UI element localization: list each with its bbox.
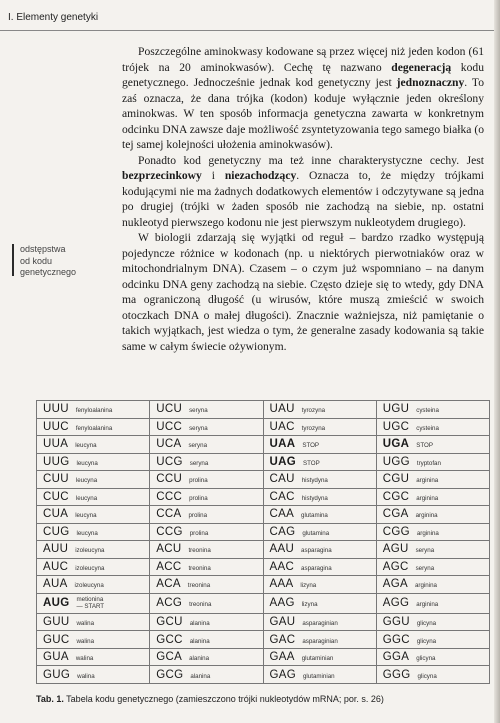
table-row — [37, 523, 490, 541]
codon: ACC — [156, 560, 182, 573]
table-row — [37, 471, 490, 489]
codon-cell — [376, 436, 489, 454]
amino-acid: histydyna — [301, 494, 328, 502]
codon: CAC — [269, 490, 295, 503]
table-row — [37, 593, 490, 613]
amino-acid: treonina — [188, 564, 211, 572]
codon: CGG — [382, 525, 410, 538]
codon-cell — [37, 488, 150, 506]
codon-cell — [263, 436, 376, 454]
codon: ACG — [156, 597, 183, 610]
codon: GAC — [269, 633, 296, 646]
table-row — [37, 631, 490, 649]
codon-cell — [37, 631, 150, 649]
amino-acid: asparagina — [301, 564, 332, 572]
codon-cell — [37, 558, 150, 576]
codon: UAA — [269, 438, 296, 451]
codon: UCU — [156, 403, 183, 416]
codon-cell — [37, 648, 150, 666]
codon: AAG — [269, 597, 295, 610]
codon-cell — [263, 613, 376, 631]
codon-cell — [376, 576, 489, 594]
codon-cell — [150, 666, 263, 684]
codon-cell — [150, 418, 263, 436]
table-row — [37, 541, 490, 559]
codon-cell — [37, 541, 150, 559]
codon: AAU — [269, 543, 295, 556]
amino-acid: leucyna — [75, 442, 97, 450]
table-row — [37, 558, 490, 576]
codon-cell — [150, 576, 263, 594]
codon-cell — [37, 401, 150, 419]
codon: AUU — [43, 543, 69, 556]
codon: AGG — [382, 597, 410, 610]
amino-acid: asparagina — [301, 547, 332, 555]
table-row — [37, 576, 490, 594]
codon: GGU — [382, 616, 410, 629]
codon: CUG — [43, 525, 70, 538]
table-row — [37, 648, 490, 666]
amino-acid: walina — [76, 620, 95, 628]
caption-text: Tabela kodu genetycznego (zamieszczono trójki nukleotydów mRNA; por. s. 26) — [63, 694, 384, 704]
margin-note-line: genetycznego — [20, 267, 77, 277]
codon-cell — [263, 453, 376, 471]
amino-acid: treonina — [188, 547, 211, 555]
codon-cell — [263, 576, 376, 594]
amino-acid: alanina — [189, 620, 210, 628]
bold-term: jednoznaczny — [396, 76, 465, 89]
codon-cell — [150, 436, 263, 454]
amino-acid: fenyloalanina — [75, 407, 113, 415]
amino-acid: leucyna — [75, 477, 98, 485]
codon-cell — [150, 488, 263, 506]
codon: UCA — [156, 438, 182, 451]
amino-acid: asparaginian — [302, 637, 338, 645]
codon: UUC — [43, 420, 69, 433]
table-row — [37, 666, 490, 684]
codon: AUG — [43, 597, 70, 610]
codon-cell — [263, 631, 376, 649]
amino-acid: glicyna — [416, 655, 436, 663]
codon-cell — [37, 576, 150, 594]
codon: AAC — [269, 560, 295, 573]
codon-cell — [263, 541, 376, 559]
margin-note-line: odstępstwa — [20, 244, 66, 254]
codon-cell — [37, 666, 150, 684]
amino-acid: STOP — [416, 442, 433, 450]
paragraph-text: i — [201, 169, 225, 182]
amino-acid: fenyloalanina — [75, 424, 113, 432]
amino-acid: glutaminian — [302, 672, 335, 680]
codon-cell — [376, 471, 489, 489]
codon-cell — [37, 471, 150, 489]
codon-cell — [37, 418, 150, 436]
table-row — [37, 401, 490, 419]
codon-cell — [263, 471, 376, 489]
amino-acid: seryna — [415, 547, 435, 555]
amino-acid: seryna — [188, 442, 208, 450]
amino-acid: tyrozyna — [301, 424, 326, 432]
codon-cell — [376, 401, 489, 419]
table-row — [37, 488, 490, 506]
codon: UGA — [382, 438, 410, 451]
codon-cell — [376, 631, 489, 649]
codon: CGA — [382, 508, 409, 521]
codon: CUA — [43, 508, 69, 521]
paragraph-text: Ponadto kod genetyczny ma też inne charakterystyczne cechy. Jest — [138, 153, 484, 167]
amino-acid: leucyna — [76, 459, 98, 467]
codon-cell — [150, 506, 263, 524]
codon: GUU — [43, 616, 70, 629]
codon: UAG — [269, 455, 296, 468]
amino-acid: glutamina — [302, 529, 330, 537]
codon: AUA — [43, 578, 68, 591]
codon-cell — [263, 666, 376, 684]
codon-cell — [37, 506, 150, 524]
body-text — [122, 44, 484, 354]
codon: ACA — [156, 578, 181, 591]
amino-acid: cysteina — [416, 407, 439, 415]
codon-cell — [263, 593, 376, 613]
codon-cell — [150, 541, 263, 559]
amino-acid: seryna — [189, 459, 209, 467]
bold-term: degeneracją — [391, 60, 452, 74]
codon: UGC — [382, 420, 410, 433]
codon: UAU — [269, 403, 295, 416]
codon-cell — [263, 418, 376, 436]
codon-cell — [37, 436, 150, 454]
codon: ACU — [156, 543, 182, 556]
codon: AAA — [269, 578, 294, 591]
amino-acid: prolina — [189, 494, 208, 502]
amino-acid: arginina — [416, 477, 439, 485]
codon-cell — [37, 613, 150, 631]
codon: UCG — [156, 455, 183, 468]
codon: UAC — [269, 420, 295, 433]
amino-acid: glicyna — [417, 672, 437, 680]
codon-table — [36, 400, 490, 684]
codon-cell — [376, 523, 489, 541]
codon: CAG — [269, 525, 296, 538]
amino-acid: histydyna — [301, 477, 328, 485]
codon-cell — [263, 648, 376, 666]
amino-acid: alanina — [189, 655, 210, 663]
codon: UGU — [382, 403, 410, 416]
codon: UUG — [43, 455, 70, 468]
amino-acid: asparaginian — [302, 620, 338, 628]
codon: GUG — [43, 668, 71, 681]
amino-acid: walina — [75, 655, 94, 663]
codon-cell — [376, 613, 489, 631]
amino-acid: leucyna — [76, 529, 98, 537]
amino-acid: izoleucyna — [74, 582, 104, 590]
codon: GUC — [43, 633, 70, 646]
table-row — [37, 506, 490, 524]
codon-cell — [376, 648, 489, 666]
paragraph — [122, 230, 484, 354]
margin-note-line: od kodu — [20, 255, 53, 266]
amino-acid: glutaminian — [301, 655, 334, 663]
codon-cell — [263, 488, 376, 506]
margin-note — [20, 244, 110, 279]
codon-cell — [37, 523, 150, 541]
codon-cell — [263, 506, 376, 524]
paragraph-text: . Oznacza to, że między trójkami kodującymi nie ma żadnych dodatkowych elementów i odczytywane są jedna po drugiej (trójki w żaden sposób nie zachodzą na siebie, np. ostatni nukleotyd pierwszego kodonu nie jest pierwszym nukleotydem drugiego). — [122, 169, 484, 229]
codon: CUC — [43, 490, 69, 503]
page-edge-shadow — [494, 0, 500, 723]
codon-cell — [376, 541, 489, 559]
amino-acid: tryptofan — [416, 459, 441, 467]
paragraph-text: . To zaś oznacza, że dana trójka (kodon) koduje wyłącznie jeden określony aminokwas. W ten sposób informacja genetyczna zawarta w konkretnym odcinku DNA zawsze daje możliwość zsyntetyzowania tego samego białka (o tej samej kolejności ułożenia aminokwasów). — [122, 76, 484, 151]
header-rule — [0, 30, 500, 31]
codon-cell — [376, 418, 489, 436]
bold-term: bezprzecinkowy — [122, 169, 202, 182]
amino-acid: lizyna — [301, 601, 318, 609]
table-row — [37, 418, 490, 436]
codon-cell — [150, 401, 263, 419]
codon: CGC — [382, 490, 410, 503]
table-row — [37, 436, 490, 454]
chapter-title: I. Elementy genetyki — [8, 12, 99, 23]
amino-acid: lizyna — [300, 582, 317, 590]
caption-label: Tab. 1. — [36, 694, 64, 704]
codon-cell — [37, 593, 150, 613]
codon-cell — [150, 593, 263, 613]
codon-cell — [376, 666, 489, 684]
paragraph-text: Poszczególne aminokwasy kodowane są przez więcej niż jeden kodon (61 trójek na 20 aminokwasów). Cechę tę nazwano — [122, 45, 484, 74]
codon-cell — [376, 506, 489, 524]
codon: GUA — [43, 651, 69, 664]
amino-acid: tyrozyna — [301, 407, 326, 415]
codon: AGA — [382, 578, 408, 591]
amino-acid: seryna — [189, 424, 208, 432]
codon-cell — [150, 471, 263, 489]
codon: CUU — [43, 473, 69, 486]
amino-acid: glicyna — [416, 620, 437, 628]
codon-cell — [150, 631, 263, 649]
paragraph — [122, 153, 484, 231]
amino-acid: STOP — [302, 442, 320, 450]
table-row — [37, 453, 490, 471]
codon-cell — [263, 558, 376, 576]
amino-acid: arginina — [416, 529, 439, 537]
codon-cell — [263, 523, 376, 541]
codon-cell — [376, 558, 489, 576]
codon: AGU — [382, 543, 409, 556]
amino-acid: arginina — [416, 601, 439, 609]
bold-term: niezachodzący — [224, 169, 297, 182]
codon: CGU — [382, 473, 410, 486]
amino-acid: treonina — [189, 601, 212, 609]
codon: CCC — [156, 490, 183, 503]
amino-acid: izoleucyna — [75, 564, 105, 572]
codon: CCG — [156, 525, 183, 538]
amino-acid: arginina — [416, 494, 439, 502]
amino-acid: seryna — [189, 407, 208, 415]
paragraph — [122, 44, 484, 153]
table-caption — [36, 694, 496, 704]
codon: GAG — [269, 668, 296, 681]
amino-acid: izoleucyna — [75, 547, 105, 555]
codon: AGC — [382, 560, 409, 573]
amino-acid: arginina — [414, 582, 437, 590]
codon-cell — [376, 593, 489, 613]
amino-acid: walina — [76, 637, 95, 645]
codon-cell — [376, 453, 489, 471]
codon: UCC — [156, 420, 183, 433]
codon: GAA — [269, 651, 295, 664]
codon: GCU — [156, 616, 183, 629]
codon: CAA — [269, 508, 295, 521]
amino-acid: prolina — [189, 529, 209, 537]
amino-acid: metionina — START — [76, 596, 105, 611]
amino-acid: alanina — [189, 637, 210, 645]
codon-cell — [376, 488, 489, 506]
paragraph-text: W biologii zdarzają się wyjątki od reguł – bardzo rzadko występują pojedyncze różnice w kodonach (np. u niektórych pierwotniaków oraz w mitochondrialnym DNA). Czasem – o czym już wspomniano – na danym odcinku DNA geny zachodzą na siebie. Często dzieje się to wtedy, gdy DNA ma ograniczoną długość (u wirusów, które muszą zmieścić w swoich otoczkach DNA o małej długości). Znacznie ważniejsza, niż pamiętanie o takich wyjątkach, jest wiedza o tym, że generalne zasady kodowania są takie same w całym świecie ożywionym. — [122, 231, 484, 353]
codon: AUC — [43, 560, 69, 573]
amino-acid: leucyna — [75, 494, 98, 502]
codon: CAU — [269, 473, 295, 486]
amino-acid: glutamina — [301, 512, 328, 520]
amino-acid: leucyna — [75, 512, 97, 520]
codon: GGA — [382, 651, 410, 664]
codon: GCA — [156, 651, 183, 664]
codon: UUA — [43, 438, 69, 451]
amino-acid: glicyna — [416, 637, 437, 645]
codon-cell — [150, 523, 263, 541]
codon: GGC — [382, 633, 410, 646]
amino-acid: alanina — [190, 672, 211, 680]
codon-cell — [150, 558, 263, 576]
codon: UUU — [43, 403, 69, 416]
margin-note-bar — [12, 244, 14, 276]
amino-acid: prolina — [189, 477, 208, 485]
codon-cell — [150, 613, 263, 631]
amino-acid: treonina — [187, 582, 211, 590]
amino-acid: seryna — [415, 564, 435, 572]
paragraph-text: kodu genetycznego. Jednocześnie jednak kod genetyczny jest — [122, 60, 484, 89]
page-header — [0, 0, 500, 34]
codon: UGG — [382, 455, 410, 468]
codon-cell — [150, 648, 263, 666]
codon-cell — [150, 453, 263, 471]
codon-cell — [37, 453, 150, 471]
amino-acid: prolina — [188, 512, 208, 520]
codon: GCG — [156, 668, 184, 681]
table-row — [37, 613, 490, 631]
codon: CCU — [156, 473, 183, 486]
amino-acid: cysteina — [416, 424, 439, 432]
amino-acid: STOP — [302, 459, 320, 467]
codon: GCC — [156, 633, 183, 646]
codon: GAU — [269, 616, 296, 629]
amino-acid: arginina — [415, 512, 438, 520]
codon-cell — [263, 401, 376, 419]
codon: CCA — [156, 508, 182, 521]
amino-acid: walina — [77, 672, 95, 680]
codon: GGG — [382, 668, 411, 681]
